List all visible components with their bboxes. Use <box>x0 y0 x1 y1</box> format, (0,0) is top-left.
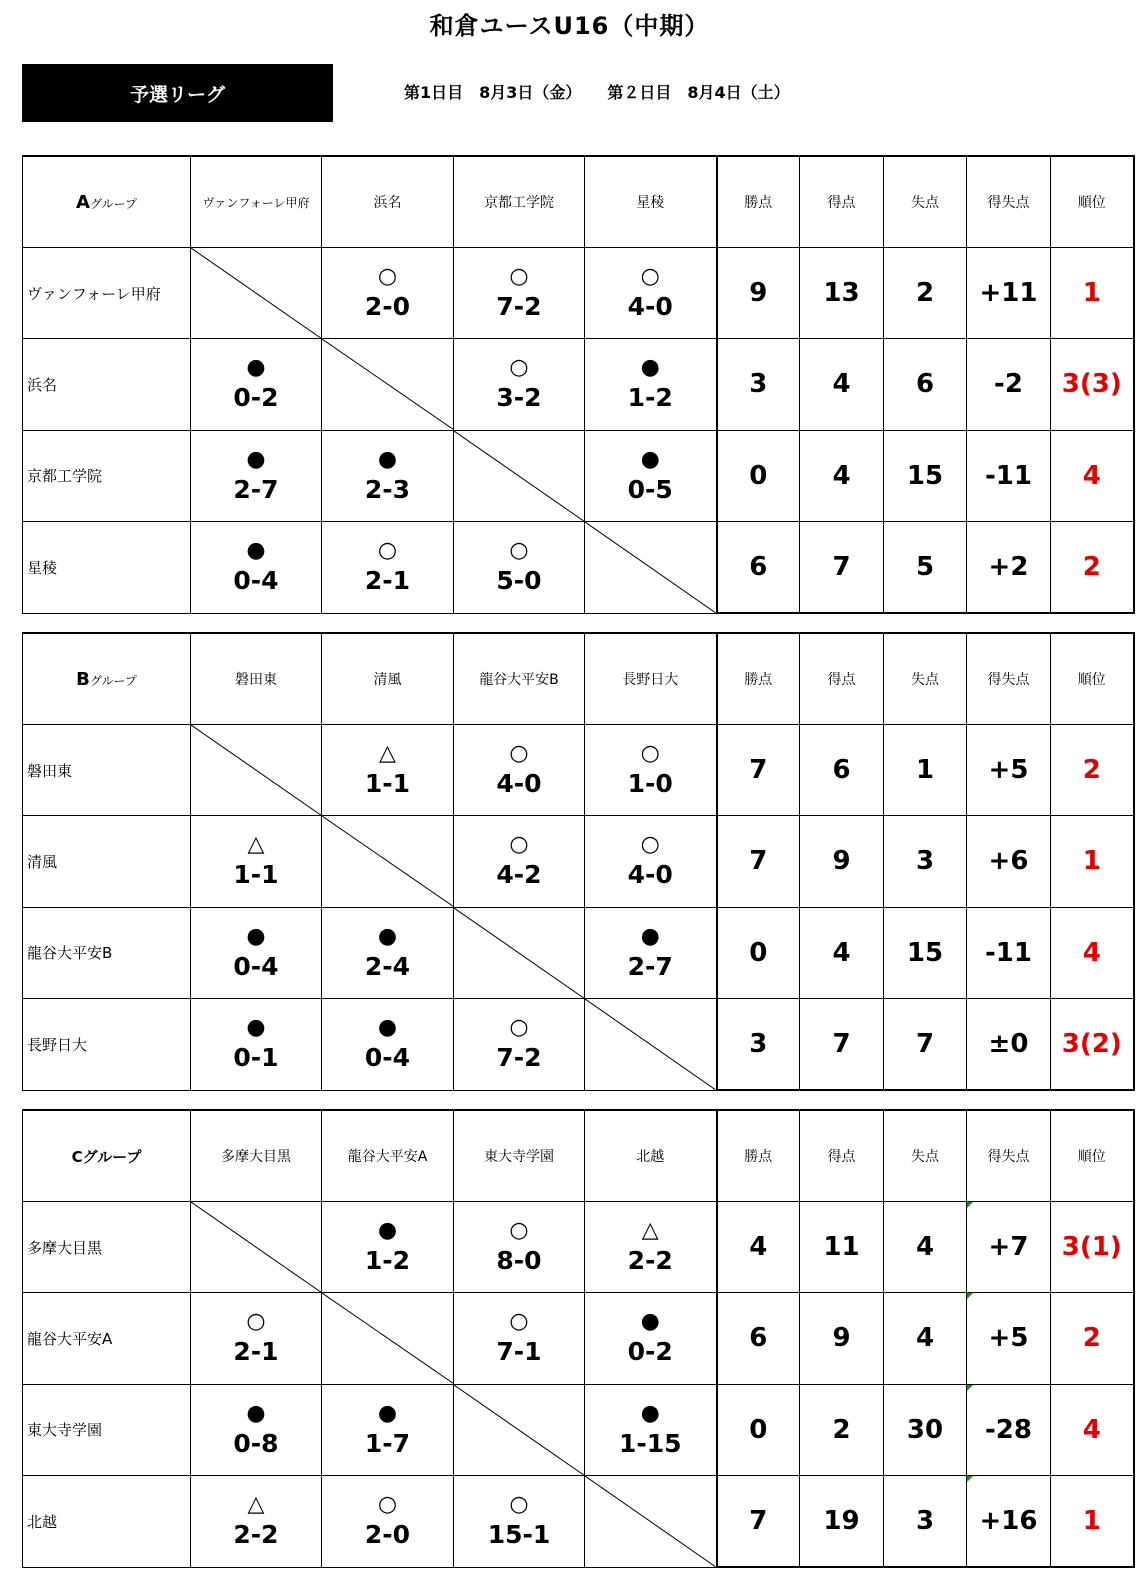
column-team-1: 清風 <box>322 633 454 725</box>
row-team-name: 清風 <box>23 816 191 907</box>
goals-against: 30 <box>884 1384 967 1475</box>
match-result <box>191 1384 322 1475</box>
goals-against: 7 <box>884 998 967 1090</box>
stat-header: 得失点 <box>967 156 1051 248</box>
match-result <box>322 1384 454 1475</box>
match-result <box>322 725 454 816</box>
match-result <box>191 907 322 998</box>
match-score: 0-1 <box>233 1043 279 1073</box>
goal-difference: -2 <box>967 339 1051 430</box>
group-name <box>23 1110 191 1202</box>
goals-for: 6 <box>800 725 884 816</box>
result-mark-icon: ○ <box>640 832 660 858</box>
match-score: 4-0 <box>627 292 673 322</box>
match-result <box>585 248 717 339</box>
column-team-2: 京都工学院 <box>454 156 585 248</box>
goals-against: 4 <box>884 1202 967 1293</box>
match-score: 4-2 <box>496 860 542 890</box>
table-row <box>23 430 1134 521</box>
rank: 3(2) <box>1051 998 1134 1090</box>
result-mark-icon: △ <box>247 832 265 858</box>
match-result <box>585 1384 717 1475</box>
result-mark-icon: △ <box>379 741 396 767</box>
group-name <box>23 156 191 248</box>
day1-date: 第1日目 8月3日（金） <box>404 83 582 102</box>
match-result <box>585 907 717 998</box>
points: 6 <box>717 1293 800 1384</box>
match-result <box>585 430 717 521</box>
group-letter: A <box>76 191 90 213</box>
self-match-cell <box>191 725 322 816</box>
rank: 2 <box>1051 725 1134 816</box>
goals-for: 4 <box>800 339 884 430</box>
table-row <box>23 248 1134 339</box>
cell-comment-marker <box>967 1293 973 1299</box>
result-mark-icon: ● <box>377 1400 398 1426</box>
rank: 2 <box>1051 1293 1134 1384</box>
row-team-name: 京都工学院 <box>23 430 191 521</box>
self-match-cell <box>585 521 717 613</box>
table-row <box>23 1384 1134 1475</box>
result-mark-icon: ○ <box>377 1492 398 1518</box>
result-mark-icon: ○ <box>509 1492 529 1518</box>
rank: 4 <box>1051 430 1134 521</box>
stat-header: 順位 <box>1051 633 1134 725</box>
diagonal-line <box>585 522 716 613</box>
match-score: 2-1 <box>364 566 411 596</box>
table-row <box>23 998 1134 1090</box>
result-mark-icon: ● <box>246 1400 266 1426</box>
row-team-name: 磐田東 <box>23 725 191 816</box>
group-table-0 <box>22 155 1133 614</box>
match-score: 0-4 <box>233 566 279 596</box>
match-score: 0-2 <box>233 383 279 413</box>
points: 0 <box>717 1384 800 1475</box>
points: 6 <box>717 521 800 613</box>
column-team-3: 星稜 <box>585 156 717 248</box>
result-mark-icon: ○ <box>509 538 529 564</box>
header-row <box>23 156 1134 248</box>
points: 3 <box>717 998 800 1090</box>
goals-for: 9 <box>800 1293 884 1384</box>
table-row <box>23 907 1134 998</box>
goal-difference: -28 <box>967 1384 1051 1475</box>
stat-header: 得点 <box>800 1110 884 1202</box>
column-team-3: 長野日大 <box>585 633 717 725</box>
stat-header: 失点 <box>884 633 967 725</box>
goal-difference: +5 <box>967 1293 1051 1384</box>
row-team-name: ヴァンフォーレ甲府 <box>23 248 191 339</box>
goals-for: 4 <box>800 430 884 521</box>
points: 0 <box>717 430 800 521</box>
rank: 4 <box>1051 1384 1134 1475</box>
match-score: 1-2 <box>364 1246 411 1276</box>
match-result <box>322 248 454 339</box>
result-mark-icon: ● <box>246 355 266 381</box>
result-mark-icon: ○ <box>377 264 398 290</box>
header-row <box>23 1110 1134 1202</box>
match-result <box>454 339 585 430</box>
table-row <box>23 816 1134 907</box>
points: 7 <box>717 1475 800 1567</box>
match-score: 2-4 <box>364 951 411 981</box>
goals-against: 3 <box>884 816 967 907</box>
stat-header: 得点 <box>800 156 884 248</box>
goal-difference: +7 <box>967 1202 1051 1293</box>
self-match-cell <box>585 998 717 1090</box>
row-team-name: 北越 <box>23 1475 191 1567</box>
result-mark-icon: ● <box>640 923 660 949</box>
match-score: 2-0 <box>364 292 411 322</box>
match-result <box>454 1475 585 1567</box>
match-score: 1-1 <box>233 860 279 890</box>
row-team-name: 龍谷大平安B <box>23 907 191 998</box>
stat-header: 順位 <box>1051 1110 1134 1202</box>
match-result <box>454 521 585 613</box>
goal-difference: ±0 <box>967 998 1051 1090</box>
goal-difference: +11 <box>967 248 1051 339</box>
goals-against: 15 <box>884 907 967 998</box>
diagonal-line <box>454 908 584 998</box>
goal-difference: -11 <box>967 907 1051 998</box>
match-result <box>585 339 717 430</box>
match-score: 0-8 <box>233 1428 279 1458</box>
match-score: 2-3 <box>364 474 411 504</box>
match-score: 2-7 <box>627 951 673 981</box>
stat-header: 勝点 <box>717 1110 800 1202</box>
result-mark-icon: ● <box>640 355 660 381</box>
match-score: 3-2 <box>496 383 542 413</box>
standings-table <box>22 632 1135 1091</box>
standings-table <box>22 155 1135 614</box>
match-score: 1-7 <box>364 1428 411 1458</box>
rank: 2 <box>1051 521 1134 613</box>
match-score: 2-0 <box>364 1520 411 1550</box>
match-result <box>322 907 454 998</box>
match-result <box>191 1475 322 1567</box>
result-mark-icon: ○ <box>509 741 529 767</box>
points: 4 <box>717 1202 800 1293</box>
result-mark-icon: ● <box>246 538 266 564</box>
goals-for: 2 <box>800 1384 884 1475</box>
result-mark-icon: ● <box>246 446 266 472</box>
diagonal-line <box>454 1385 584 1475</box>
goal-difference: -11 <box>967 430 1051 521</box>
points: 3 <box>717 339 800 430</box>
goals-against: 4 <box>884 1293 967 1384</box>
points: 7 <box>717 816 800 907</box>
column-team-2: 龍谷大平安B <box>454 633 585 725</box>
result-mark-icon: ○ <box>640 264 660 290</box>
rank: 3(3) <box>1051 339 1134 430</box>
table-row <box>23 521 1134 613</box>
match-result <box>585 1293 717 1384</box>
rank: 4 <box>1051 907 1134 998</box>
group-table-1 <box>22 632 1133 1091</box>
column-team-1: 龍谷大平安A <box>322 1110 454 1202</box>
result-mark-icon: ● <box>377 446 398 472</box>
self-match-cell <box>322 339 454 430</box>
goals-against: 2 <box>884 248 967 339</box>
match-result <box>454 1293 585 1384</box>
stat-header: 失点 <box>884 156 967 248</box>
column-team-0: ヴァンフォーレ甲府 <box>191 156 322 248</box>
match-score: 2-2 <box>233 1520 279 1550</box>
rank: 3(1) <box>1051 1202 1134 1293</box>
match-score: 4-0 <box>627 860 673 890</box>
goals-for: 4 <box>800 907 884 998</box>
result-mark-icon: △ <box>247 1492 265 1518</box>
match-result <box>585 1202 717 1293</box>
column-team-2: 東大寺学園 <box>454 1110 585 1202</box>
self-match-cell <box>191 1202 322 1293</box>
match-score: 0-2 <box>627 1337 673 1367</box>
stat-header: 順位 <box>1051 156 1134 248</box>
rank: 1 <box>1051 1475 1134 1567</box>
match-result <box>454 998 585 1090</box>
goals-against: 5 <box>884 521 967 613</box>
result-mark-icon: ○ <box>509 1015 529 1041</box>
result-mark-icon: ● <box>377 923 398 949</box>
result-mark-icon: ○ <box>509 355 529 381</box>
self-match-cell <box>585 1475 717 1567</box>
match-dates <box>404 80 790 103</box>
match-score: 1-1 <box>364 769 411 799</box>
match-result <box>322 1202 454 1293</box>
match-result <box>585 725 717 816</box>
match-score: 4-0 <box>496 769 542 799</box>
goals-for: 7 <box>800 998 884 1090</box>
self-match-cell <box>454 907 585 998</box>
diagonal-line <box>191 725 321 815</box>
match-score: 1-0 <box>627 769 673 799</box>
match-result <box>322 998 454 1090</box>
rank: 1 <box>1051 816 1134 907</box>
stat-header: 得失点 <box>967 633 1051 725</box>
match-result <box>322 430 454 521</box>
match-result <box>191 998 322 1090</box>
goal-difference: +5 <box>967 725 1051 816</box>
result-mark-icon: ○ <box>509 832 529 858</box>
diagonal-line <box>191 248 321 338</box>
match-score: 7-1 <box>496 1337 542 1367</box>
group-name <box>23 633 191 725</box>
match-result <box>322 521 454 613</box>
stat-header: 得点 <box>800 633 884 725</box>
match-result <box>191 816 322 907</box>
diagonal-line <box>585 999 716 1090</box>
stat-header: 勝点 <box>717 633 800 725</box>
stat-header: 勝点 <box>717 156 800 248</box>
points: 7 <box>717 725 800 816</box>
row-team-name: 星稜 <box>23 521 191 613</box>
match-result <box>454 725 585 816</box>
match-result <box>191 339 322 430</box>
match-score: 7-2 <box>496 292 542 322</box>
table-row <box>23 339 1134 430</box>
result-mark-icon: ○ <box>509 264 529 290</box>
result-mark-icon: ● <box>246 923 266 949</box>
result-mark-icon: ○ <box>509 1309 529 1335</box>
match-result <box>191 1293 322 1384</box>
goals-against: 15 <box>884 430 967 521</box>
result-mark-icon: ● <box>640 1309 660 1335</box>
stat-header: 得失点 <box>967 1110 1051 1202</box>
match-result <box>454 248 585 339</box>
result-mark-icon: ● <box>640 446 660 472</box>
section-label-preliminary-league: 予選リーグ <box>22 64 333 122</box>
self-match-cell <box>322 1293 454 1384</box>
table-row <box>23 1475 1134 1567</box>
goal-difference: +16 <box>967 1475 1051 1567</box>
table-row <box>23 1202 1134 1293</box>
header-row <box>23 633 1134 725</box>
match-result <box>191 430 322 521</box>
diagonal-line <box>585 1476 716 1567</box>
group-table-2 <box>22 1109 1133 1568</box>
result-mark-icon: ○ <box>509 1218 529 1244</box>
goals-for: 19 <box>800 1475 884 1567</box>
result-mark-icon: ○ <box>640 741 660 767</box>
stat-header: 失点 <box>884 1110 967 1202</box>
diagonal-line <box>454 431 584 521</box>
result-mark-icon: ○ <box>377 538 398 564</box>
standings-table <box>22 1109 1135 1568</box>
result-mark-icon: ● <box>377 1218 398 1244</box>
row-team-name: 龍谷大平安A <box>23 1293 191 1384</box>
match-score: 0-4 <box>233 951 279 981</box>
result-mark-icon: ● <box>246 1015 266 1041</box>
row-team-name: 多摩大目黒 <box>23 1202 191 1293</box>
goals-for: 9 <box>800 816 884 907</box>
goals-against: 3 <box>884 1475 967 1567</box>
self-match-cell <box>322 816 454 907</box>
match-result <box>191 521 322 613</box>
diagonal-line <box>322 816 453 906</box>
match-score: 15-1 <box>487 1520 551 1550</box>
column-team-1: 浜名 <box>322 156 454 248</box>
goal-difference: +2 <box>967 521 1051 613</box>
match-score: 8-0 <box>496 1246 542 1276</box>
goals-for: 7 <box>800 521 884 613</box>
match-score: 2-7 <box>233 474 279 504</box>
match-score: 2-1 <box>233 1337 279 1367</box>
row-team-name: 長野日大 <box>23 998 191 1090</box>
goals-against: 6 <box>884 339 967 430</box>
page-title: 和倉ユースU16（中期） <box>429 12 710 40</box>
goals-against: 1 <box>884 725 967 816</box>
match-result <box>585 816 717 907</box>
rank: 1 <box>1051 248 1134 339</box>
goals-for: 13 <box>800 248 884 339</box>
cell-comment-marker <box>967 1476 973 1482</box>
diagonal-line <box>191 1202 321 1292</box>
points: 9 <box>717 248 800 339</box>
group-letter: B <box>76 668 90 690</box>
self-match-cell <box>454 1384 585 1475</box>
self-match-cell <box>454 430 585 521</box>
match-score: 5-0 <box>496 566 542 596</box>
cell-comment-marker <box>967 1202 973 1208</box>
points: 0 <box>717 907 800 998</box>
goals-for: 11 <box>800 1202 884 1293</box>
match-score: 1-2 <box>627 383 673 413</box>
column-team-0: 磐田東 <box>191 633 322 725</box>
match-score: 7-2 <box>496 1043 542 1073</box>
match-score: 2-2 <box>627 1246 673 1276</box>
result-mark-icon: ● <box>377 1015 398 1041</box>
match-result <box>454 1202 585 1293</box>
column-team-0: 多摩大目黒 <box>191 1110 322 1202</box>
cell-comment-marker <box>967 1385 973 1391</box>
match-score: 0-4 <box>364 1043 411 1073</box>
match-result <box>454 816 585 907</box>
table-row <box>23 725 1134 816</box>
result-mark-icon: ● <box>640 1400 660 1426</box>
match-result <box>322 1475 454 1567</box>
column-team-3: 北越 <box>585 1110 717 1202</box>
group-letter: Cグループ <box>71 1147 142 1166</box>
group-suffix: グループ <box>89 673 137 688</box>
table-row <box>23 1293 1134 1384</box>
result-mark-icon: △ <box>641 1218 659 1244</box>
row-team-name: 浜名 <box>23 339 191 430</box>
diagonal-line <box>322 339 453 429</box>
day2-date: 第２日目 8月4日（土） <box>607 83 790 102</box>
self-match-cell <box>191 248 322 339</box>
goal-difference: +6 <box>967 816 1051 907</box>
result-mark-icon: ○ <box>246 1309 266 1335</box>
row-team-name: 東大寺学園 <box>23 1384 191 1475</box>
match-score: 1-15 <box>618 1428 682 1458</box>
diagonal-line <box>322 1293 453 1383</box>
group-suffix: グループ <box>89 196 137 211</box>
match-score: 0-5 <box>627 474 673 504</box>
